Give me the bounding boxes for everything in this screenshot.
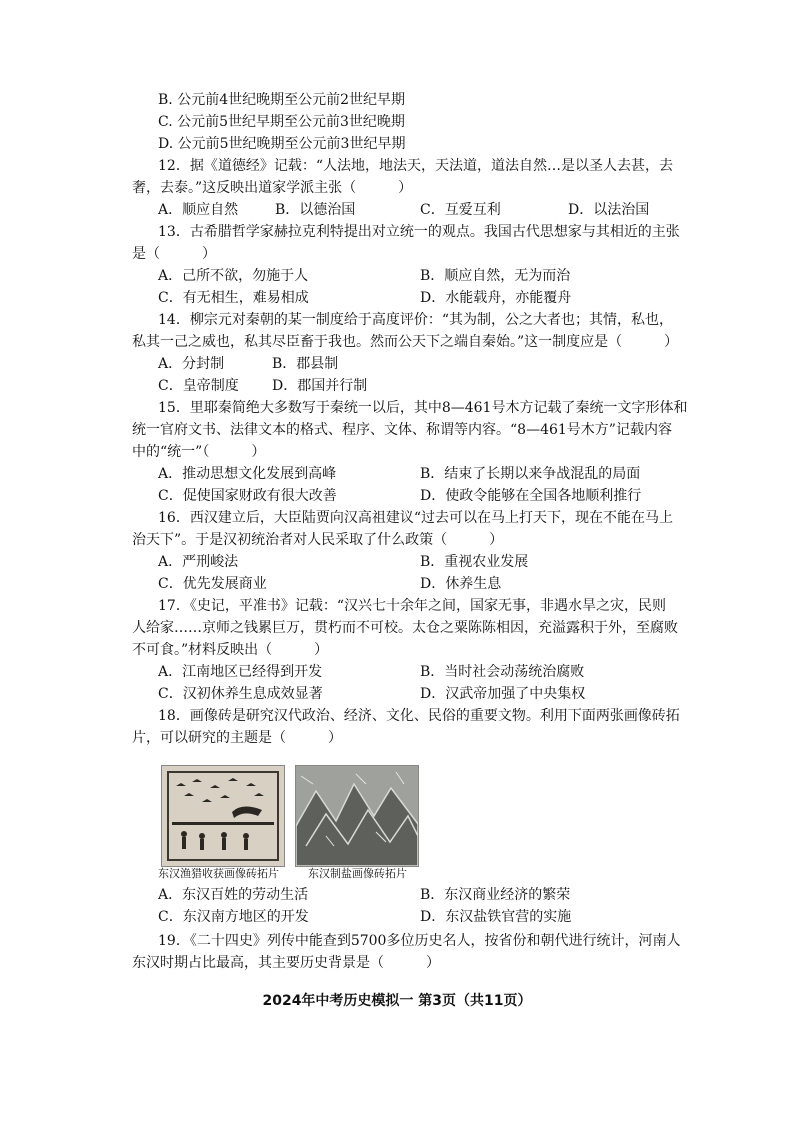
q15-stem-line3: 中的“统一”（ ） [132, 444, 266, 460]
fishing-hunting-brick-rubbing-image [161, 765, 285, 867]
q15-stem-line2: 统一官府文书、法律文本的格式、程序、文体、称谓等内容。“8—461号木方”记载内容 [132, 422, 672, 438]
q16-option-d: D．休养生息 [420, 576, 502, 592]
q17-option-b: B．当时社会动荡统治腐败 [420, 664, 585, 680]
q17-stem-line2: 人给家……京师之钱累巨万，贯朽而不可校。太仓之粟陈陈相因，充溢露积于外，至腐败 [132, 620, 678, 636]
q17-option-d: D．汉武帝加强了中央集权 [420, 686, 586, 702]
q16-option-a: A．严刑峻法 [158, 554, 239, 570]
option-d: D. 公元前5世纪晚期至公元前3世纪早期 [158, 136, 406, 152]
q12-option-a: A．顺应自然 [158, 202, 239, 218]
option-b: B. 公元前4世纪晚期至公元前2世纪早期 [158, 92, 406, 108]
q16-stem-line2: 治天下”。于是汉初统治者对人民采取了什么政策（ ） [132, 532, 504, 548]
q12-stem-line1: 12．据《道德经》记载：“人法地，地法天，天法道，道法自然…是以圣人去甚，去 [158, 158, 673, 174]
q13-stem-line1: 13．古希腊哲学家赫拉克利特提出对立统一的观点。我国古代思想家与其相近的主张 [158, 224, 680, 240]
q16-option-c: C．优先发展商业 [158, 576, 267, 592]
q18-option-b: B．东汉商业经济的繁荣 [420, 887, 571, 903]
q14-option-b: B．郡县制 [272, 356, 339, 372]
q15-option-b: B．结束了长期以来争战混乱的局面 [420, 466, 641, 482]
q12-stem-line2: 奢，去泰。”这反映出道家学派主张（ ） [132, 180, 413, 196]
page-footer: 2024年中考历史模拟一 第3页（共11页） [262, 993, 532, 1009]
q15-option-c: C．促使国家财政有很大改善 [158, 488, 337, 504]
q16-option-b: B．重视农业发展 [420, 554, 529, 570]
q14-option-c: C．皇帝制度 [158, 378, 239, 394]
figure-caption-fishing-hunting: 东汉渔猎收获画像砖拓片 [158, 867, 279, 880]
q14-option-a: A．分封制 [158, 356, 225, 372]
figure-caption-salt-making: 东汉制盐画像砖拓片 [308, 867, 407, 880]
q14-stem-line1: 14．柳宗元对秦朝的某一制度给于高度评价：“其为制，公之大者也；其情，私也， [158, 312, 673, 328]
q15-option-d: D．使政令能够在全国各地顺利推行 [420, 488, 642, 504]
q12-option-b: B．以德治国 [275, 202, 356, 218]
q13-option-d: D．水能载舟，亦能覆舟 [420, 290, 572, 306]
q13-stem-line2: 是（ ） [132, 246, 216, 262]
q18-option-d: D．东汉盐铁官营的实施 [420, 909, 572, 925]
option-c: C. 公元前5世纪早期至公元前3世纪晚期 [158, 114, 405, 130]
q17-option-a: A．江南地区已经得到开发 [158, 664, 323, 680]
q19-stem-line2: 东汉时期占比最高，其主要历史背景是（ ） [132, 955, 440, 971]
q18-stem-line2: 片，可以研究的主题是（ ） [132, 730, 342, 746]
q17-stem-line1: 17．《史记，平准书》记载：“汉兴七十余年之间，国家无事，非遇水旱之灾，民则 [158, 598, 666, 614]
q19-stem-line1: 19．《二十四史》列传中能查到5700多位历史名人，按省份和朝代进行统计，河南人 [158, 933, 681, 949]
q16-stem-line1: 16．西汉建立后，大臣陆贾向汉高祖建议“过去可以在马上打天下，现在不能在马上 [158, 510, 673, 526]
q17-stem-line3: 不可食。”材料反映出（ ） [132, 642, 329, 658]
q17-option-c: C．汉初休养生息成效显著 [158, 686, 323, 702]
q18-option-c: C．东汉南方地区的开发 [158, 909, 309, 925]
q13-option-c: C．有无相生，难易相成 [158, 290, 309, 306]
q15-option-a: A．推动思想文化发展到高峰 [158, 466, 337, 482]
q13-option-b: B．顺应自然，无为而治 [420, 268, 571, 284]
q18-stem-line1: 18．画像砖是研究汉代政治、经济、文化、民俗的重要文物。利用下面两张画像砖拓 [158, 708, 680, 724]
q13-option-a: A．己所不欲，勿施于人 [158, 268, 309, 284]
q12-option-c: C．互爱互利 [420, 202, 501, 218]
q12-option-d: D．以法治国 [568, 202, 650, 218]
q18-option-a: A．东汉百姓的劳动生活 [158, 887, 309, 903]
salt-making-brick-rubbing-image [295, 765, 419, 867]
q15-stem-line1: 15．里耶秦简绝大多数写于秦统一以后，其中8—461号木方记载了秦统一文字形体和 [158, 400, 688, 416]
q14-option-d: D．郡国并行制 [272, 378, 368, 394]
q14-stem-line2: 私其一己之威也，私其尽臣畜于我也。然而公天下之端自秦始。”这一制度应是（ ） [132, 334, 679, 350]
